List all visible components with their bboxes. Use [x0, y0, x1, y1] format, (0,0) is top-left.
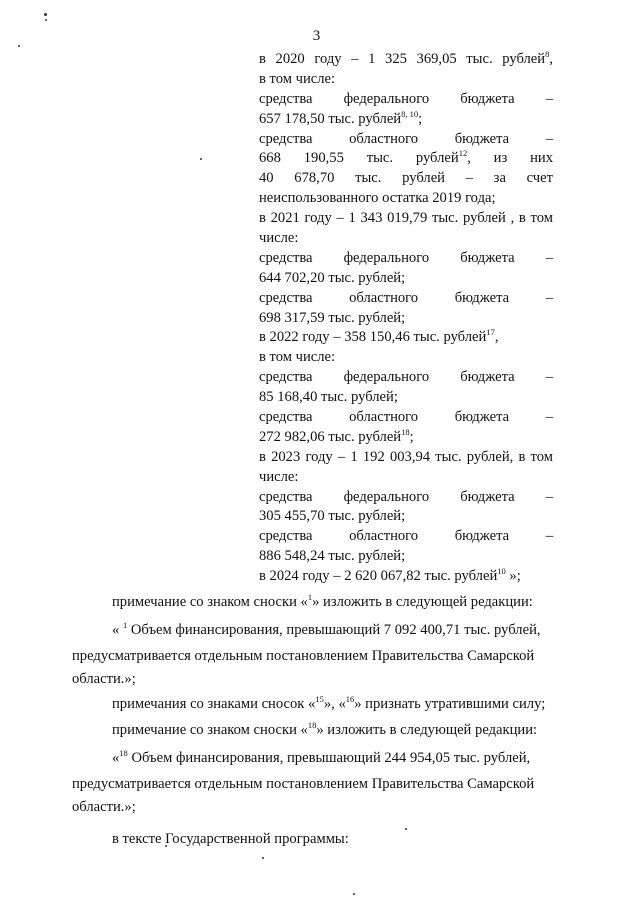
funding-line: средства областного бюджета – [259, 528, 553, 545]
funding-line: в том числе: [259, 70, 336, 87]
funding-line: числе: [259, 230, 299, 247]
scan-speck [18, 45, 20, 47]
funding-line: в 2020 году – 1 325 369,05 тыс. рублей$^8$, [259, 49, 553, 67]
note18-line: «$^{18}$ Объем финансирования, превышающий 244 954,05 тыс. рублей, [112, 748, 531, 766]
note18-intro: примечание со знаком сноски «$^{18}$» изложить в следующей редакции: [112, 720, 538, 738]
funding-line: в 2024 году – 2 620 067,82 тыс. рублей$^{10}$ »; [259, 566, 521, 585]
funding-line: средства областного бюджета – [259, 289, 553, 306]
funding-line: в 2021 году – 1 343 019,79 тыс. рублей , в том [259, 210, 553, 227]
funding-line: 85 168,40 тыс. рублей; [259, 389, 398, 406]
note1-line: области.»; [72, 671, 136, 687]
note1-line: « $^1$ Объем финансирования, превышающий 7 092 400,71 тыс. рублей, [112, 620, 541, 638]
funding-line: 644 702,20 тыс. рублей; [259, 269, 406, 286]
funding-line: средства федерального бюджета – [259, 488, 553, 505]
funding-line: в том числе: [259, 349, 336, 366]
note1-line: предусматривается отдельным постановлением Правительства Самарской [72, 648, 535, 664]
note1-intro: примечание со знаком сноски «$^1$» изложить в следующей редакции: [112, 592, 533, 610]
funding-line: в 2022 году – 358 150,46 тыс. рублей$^{17}$, [259, 327, 499, 346]
funding-line: 305 455,70 тыс. рублей; [259, 508, 406, 525]
funding-line: средства областного бюджета – [259, 409, 553, 426]
funding-line: 668 190,55 тыс. рублей$^{12}$, из них [259, 148, 553, 167]
funding-line: средства федерального бюджета – [259, 90, 553, 107]
program-text: в тексте Государственной программы: [112, 831, 349, 847]
funding-line: в 2023 году – 1 192 003,94 тыс. рублей, в том [259, 448, 553, 465]
funding-line: 698 317,59 тыс. рублей; [259, 309, 406, 326]
funding-line: 40 678,70 тыс. рублей – за счет [259, 170, 553, 187]
funding-line: неиспользованного остатка 2019 года; [259, 190, 496, 207]
funding-line: 886 548,24 тыс. рублей; [259, 548, 406, 565]
repeal-notes: примечания со знаками сносок «$^{15}$», «$^{16}$» признать утратившими силу; [112, 694, 546, 712]
funding-breakdown [259, 50, 553, 587]
funding-line: числе: [259, 468, 299, 485]
funding-line: средства областного бюджета – [259, 130, 553, 147]
scan-speck [353, 893, 355, 895]
amendment-body [72, 590, 554, 853]
note18-line: области.»; [72, 799, 136, 815]
funding-line: средства федерального бюджета – [259, 249, 553, 266]
scan-speck [200, 158, 202, 160]
funding-line: 272 982,06 тыс. рублей$^{18}$; [259, 426, 414, 445]
scan-speck [44, 13, 47, 16]
note18-line: предусматривается отдельным постановлением Правительства Самарской [72, 776, 535, 792]
page-number: 3 [312, 28, 321, 44]
scan-speck [45, 19, 47, 21]
funding-line: средства федерального бюджета – [259, 369, 553, 386]
scan-speck [262, 857, 264, 859]
funding-line: 657 178,50 тыс. рублей$^{8, 10}$; [259, 108, 423, 127]
